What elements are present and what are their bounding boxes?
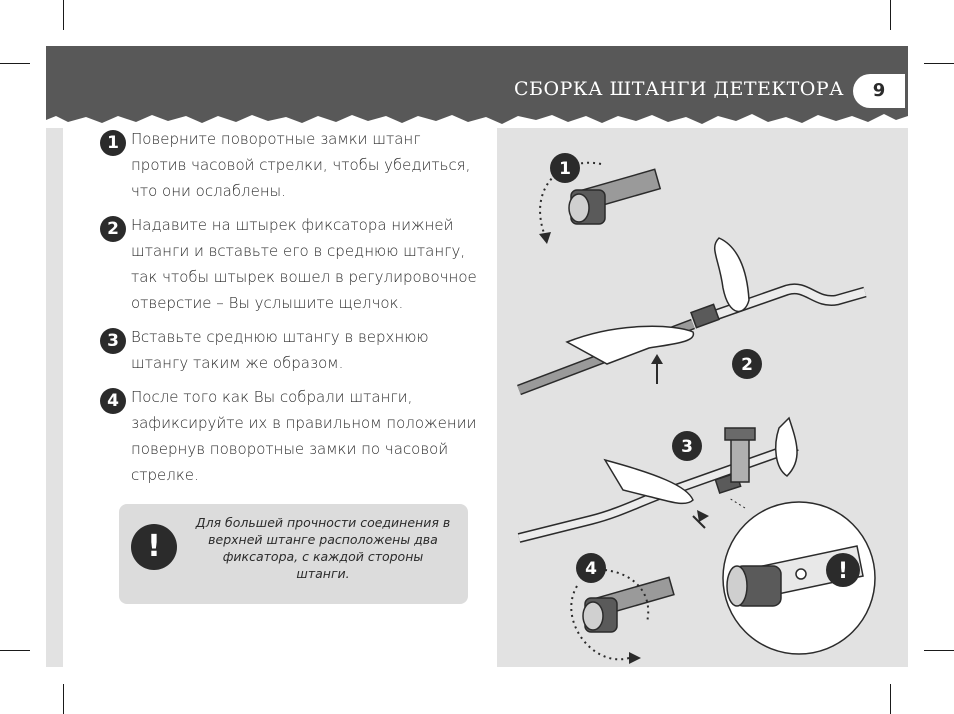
left-margin-strip (46, 128, 63, 667)
crop-mark (63, 684, 64, 714)
step-number-badge: 3 (100, 328, 126, 354)
illustration-detail (723, 498, 875, 654)
assembly-illustrations (497, 128, 908, 667)
illustration-step-4 (571, 553, 674, 664)
crop-mark (0, 650, 30, 651)
crop-mark (0, 63, 30, 64)
step-number-badge: 1 (100, 130, 126, 156)
step-text: Поверните поворотные замки штанг против часовой стрелки, чтобы убедиться, что они ослаблены. (131, 130, 471, 200)
exclamation-icon: ! (131, 524, 177, 570)
illustration-label-3-text: 3 (681, 437, 693, 457)
crop-mark (63, 0, 64, 30)
note-text: Для большей прочности соединения в верхней штанге расположены два фиксатора, с каждой стороны штанги. (195, 515, 451, 581)
page-number: 9 (853, 74, 905, 108)
crop-mark (924, 650, 954, 651)
step-1 (100, 126, 480, 204)
instruction-steps (100, 126, 480, 496)
step-text: Вставьте среднюю штангу в верхнюю штангу таким же образом. (131, 328, 429, 372)
step-number-badge: 4 (100, 388, 126, 414)
illustration-label-1-text: 1 (559, 159, 571, 179)
step-3 (100, 324, 480, 376)
header-band (46, 46, 908, 128)
crop-mark (924, 63, 954, 64)
note-box (119, 504, 468, 604)
illustration-label-4-text: 4 (585, 559, 597, 579)
manual-page (46, 46, 908, 667)
illustration-label-2-text: 2 (741, 355, 753, 375)
step-4 (100, 384, 480, 488)
detail-warning-symbol: ! (837, 559, 849, 584)
step-text: После того как Вы собрали штанги, зафиксируйте их в правильном положении повернув поворотные замки по часовой стрелке. (131, 388, 477, 484)
illustration-step-2 (519, 238, 865, 390)
illustration-step-1 (539, 153, 660, 244)
crop-mark (890, 684, 891, 714)
illustration-panel (497, 128, 908, 667)
step-number-badge: 2 (100, 216, 126, 242)
step-text: Надавите на штырек фиксатора нижней штанги и вставьте его в среднюю штангу, так чтобы штырек вошел в регулировочное отверстие – Вы услышите щелчок. (131, 216, 477, 312)
step-2 (100, 212, 480, 316)
page-title: СБОРКА ШТАНГИ ДЕТЕКТОРА (514, 78, 844, 100)
crop-mark (890, 0, 891, 30)
